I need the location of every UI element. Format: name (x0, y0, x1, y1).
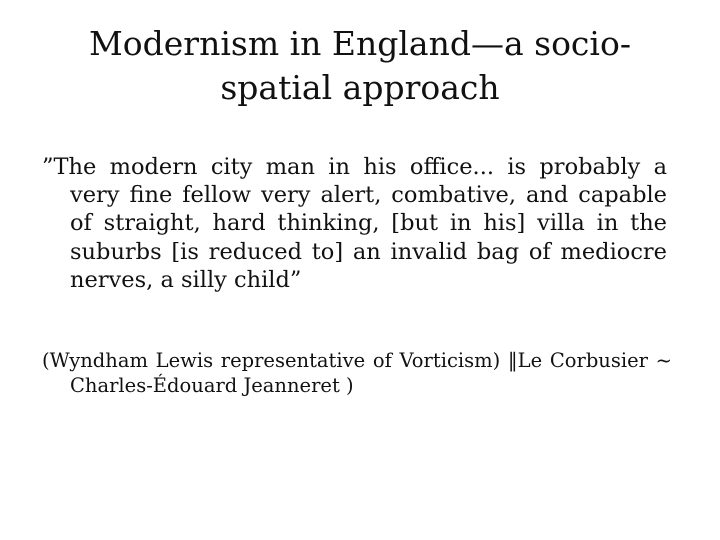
quote-text: ”The modern city man in his office... is probably a very fine fellow very alert, combative, and capable of straight, hard thinking, [but in his] villa in the suburbs [is reduced to] an invalid bag of mediocre nerves, a silly child” (42, 154, 667, 293)
slide-title: Modernism in England—a socio-spatial approach (88, 24, 631, 107)
citation-text: (Wyndham Lewis representative of Vorticism) ‖Le Corbusier ~ Charles-Édouard Jeanneret ) (42, 349, 672, 398)
